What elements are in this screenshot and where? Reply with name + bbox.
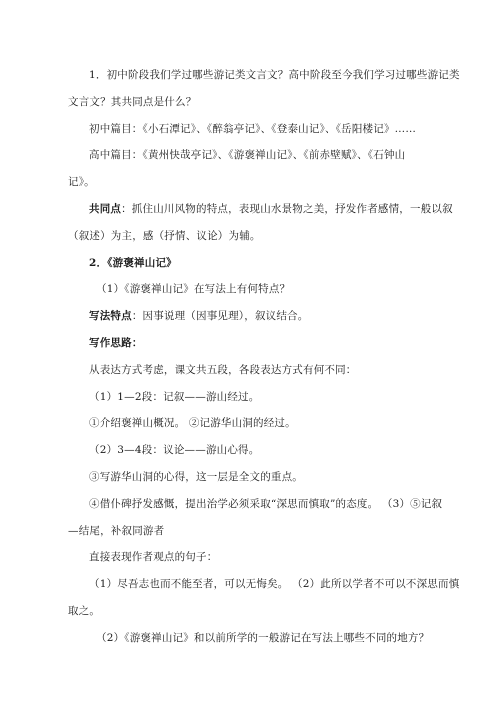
paragraph-group-1: （1）1—2段：记叙——游山经过。 [89, 390, 260, 403]
common-point-line-2: （叙述）为主，感（抒情、议论）为辅。 [68, 229, 261, 242]
junior-titles: 《小石潭记》、《醉翁亭记》、《登泰山记》、《岳阳楼记》…… [142, 122, 417, 135]
paragraph-group-2-detail: ③写游华山洞的心得，这一层是全文的重点。 [89, 470, 303, 483]
writing-feature-label: 写法特点 [89, 310, 132, 323]
senior-texts-line-2: 记》。 [68, 176, 95, 189]
question-1-line-1: 1．初中阶段我们学过哪些游记类文言文？高中阶段至今我们学习过哪些游记类 [89, 69, 460, 81]
question-1-line-2: 文言文？其共同点是什么？ [68, 95, 197, 108]
writing-idea-label: 写作思路 [89, 336, 132, 349]
document-body [68, 62, 460, 652]
paragraph-group-2: （2）3—4段：议论——游山心得。 [89, 444, 260, 457]
common-point-line-1 [68, 196, 453, 223]
common-point-label: 共同点 [89, 202, 122, 215]
common-point-text: ：抓住山川风物的特点，表现山水景物之美，抒发作者感情，一般以叙 [121, 202, 453, 215]
writing-idea [68, 330, 436, 357]
senior-label: 高中篇目： [89, 149, 143, 162]
quote-line-1: （1）尽吾志也而不能至者，可以无悔矣。 （2）此所以学者不可以不深思而慎 [89, 578, 460, 591]
paragraph-group-3-line-1: ④借仆碑抒发感慨，提出治学必须采取“深思而慎取”的态度。 （3）⑤记叙 [89, 497, 443, 510]
expression-question: 从表达方式考虑，课文共五段，各段表达方式有何不同： [89, 363, 357, 376]
direct-view-heading: 直接表现作者观点的句子： [89, 551, 218, 564]
junior-label: 初中篇目： [89, 122, 143, 135]
paragraph-group-3-line-2: —结尾，补叙同游者 [68, 524, 165, 537]
junior-texts [68, 116, 436, 143]
paragraph-group-1-detail: ①介绍褒禅山概况。 ②记游华山洞的经过。 [89, 417, 296, 430]
senior-titles: 《黄州快哉亭记》、《游褒禅山记》、《前赤壁赋》、《石钟山 [142, 149, 406, 162]
sub-question-2: （2）《游褒禅山记》和以前所学的一般游记在写法上哪些不同的地方？ [96, 631, 430, 644]
writing-idea-colon: ： [131, 336, 143, 349]
section-2-title: 2．《游褒禅山记》 [89, 256, 177, 269]
writing-feature [68, 303, 436, 330]
quote-line-2: 取之。 [68, 604, 101, 617]
sub-question-1: （1）《游褒禅山记》在写法上有何特点？ [96, 283, 291, 296]
senior-texts-line-1 [68, 142, 436, 169]
writing-feature-text: ：因事说理（因事见理），叙议结合。 [131, 310, 309, 323]
